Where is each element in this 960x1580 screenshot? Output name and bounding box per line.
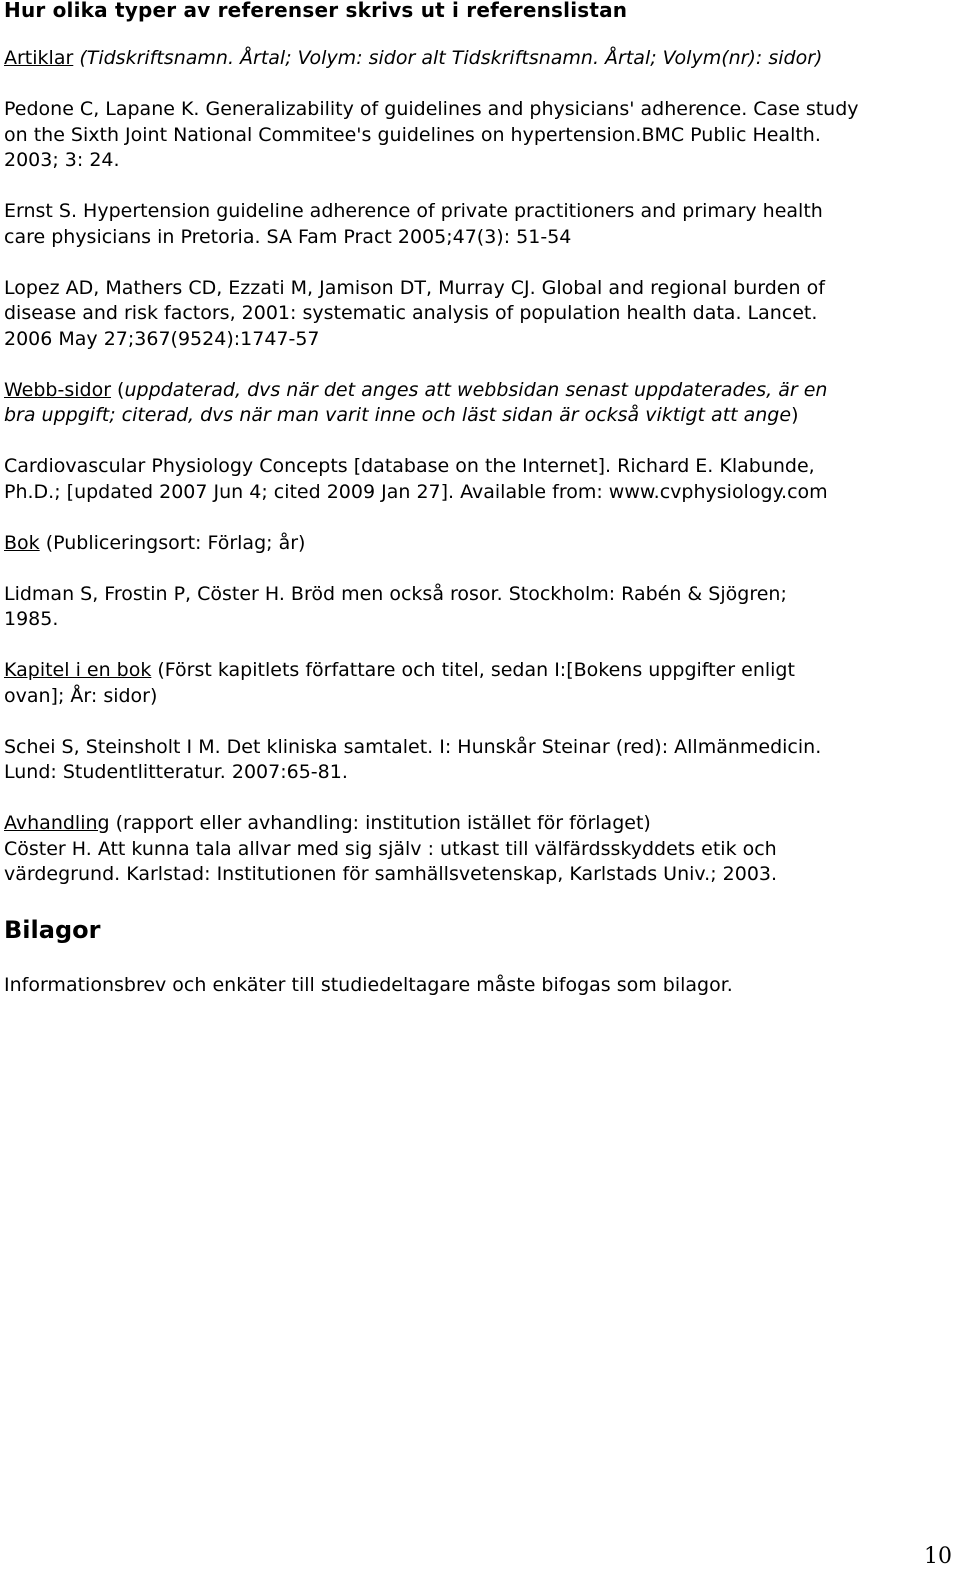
web-format-close: ) bbox=[791, 404, 799, 426]
chapter-format-text: (Först kapitlets författare och titel, sedan I:[Bokens uppgifter enligt bbox=[151, 659, 795, 681]
reference-line: 2006 May 27;367(9524):1747-57 bbox=[4, 327, 320, 350]
reference-line: 2003; 3: 24. bbox=[4, 149, 120, 171]
articles-label: Artiklar bbox=[4, 47, 74, 69]
reference-line: Pedone C, Lapane K. Generalizability of guidelines and physicians' adherence. Case study bbox=[4, 98, 859, 120]
reference-line: care physicians in Pretoria. SA Fam Pract 2005;47(3): 51-54 bbox=[4, 225, 572, 248]
page-title: Hur olika typer av referenser skrivs ut i referenslistan bbox=[4, 0, 628, 22]
thesis-format: (rapport eller avhandling: institution istället för förlaget) bbox=[109, 812, 651, 834]
web-format-line bbox=[4, 403, 954, 429]
reference-line: Schei S, Steinsholt I M. Det kliniska samtalet. I: Hunskår Steinar (red): Allmänmedicin. bbox=[4, 735, 822, 758]
chapter-label: Kapitel i en bok bbox=[4, 659, 152, 681]
book-format-line bbox=[4, 531, 954, 557]
reference-line: Lund: Studentlitteratur. 2007:65-81. bbox=[4, 761, 348, 783]
chapter-format-line: ovan]; År: sidor) bbox=[4, 684, 158, 707]
book-format: (Publiceringsort: Förlag; år) bbox=[39, 531, 306, 554]
book-label: Bok bbox=[4, 531, 40, 554]
web-format-line bbox=[4, 378, 954, 404]
appendix-text: Informationsbrev och enkäter till studiedeltagare måste bifogas som bilagor. bbox=[4, 973, 733, 996]
articles-format-line bbox=[4, 46, 954, 72]
web-format bbox=[4, 378, 954, 429]
reference-line: on the Sixth Joint National Commitee's guidelines on hypertension.BMC Public Health. bbox=[4, 123, 821, 146]
web-format-open: ( bbox=[111, 378, 125, 401]
reference-example bbox=[4, 454, 954, 505]
web-format-text: bra uppgift; citerad, dvs när man varit inne och läst sidan är också viktigt att ange bbox=[4, 404, 792, 426]
reference-line: Ph.D.; [updated 2007 Jun 4; cited 2009 Jan 27]. Available from: www.cvphysiology.com bbox=[4, 480, 828, 503]
reference-example bbox=[4, 837, 954, 888]
reference-line: Lidman S, Frostin P, Cöster H. Bröd men också rosor. Stockholm: Rabén & Sjögren; bbox=[4, 582, 787, 605]
document-page bbox=[4, 0, 954, 998]
reference-line: Cöster H. Att kunna tala allvar med sig själv : utkast till välfärdsskyddets etik och bbox=[4, 837, 777, 860]
reference-line: Ernst S. Hypertension guideline adherence of private practitioners and primary health bbox=[4, 200, 823, 222]
reference-line: Lopez AD, Mathers CD, Ezzati M, Jamison DT, Murray CJ. Global and regional burden of bbox=[4, 276, 825, 299]
chapter-format-line bbox=[4, 658, 954, 684]
reference-example bbox=[4, 276, 954, 353]
thesis-format-line bbox=[4, 811, 954, 837]
reference-example bbox=[4, 97, 954, 174]
reference-example bbox=[4, 199, 954, 250]
thesis-label: Avhandling bbox=[4, 812, 110, 834]
web-format-text: uppdaterad, dvs när det anges att webbsidan senast uppdaterades, är en bbox=[124, 378, 828, 401]
reference-line: Cardiovascular Physiology Concepts [database on the Internet]. Richard E. Klabunde, bbox=[4, 455, 815, 477]
page-number: 10 bbox=[924, 1544, 952, 1569]
reference-example bbox=[4, 735, 954, 786]
reference-line: disease and risk factors, 2001: systematic analysis of population health data. Lancet. bbox=[4, 302, 818, 324]
web-label: Webb-sidor bbox=[4, 378, 112, 401]
reference-example bbox=[4, 582, 954, 633]
chapter-format bbox=[4, 658, 954, 709]
reference-line: 1985. bbox=[4, 608, 59, 630]
appendix-heading: Bilagor bbox=[4, 915, 101, 944]
reference-line: värdegrund. Karlstad: Institutionen för samhällsvetenskap, Karlstads Univ.; 2003. bbox=[4, 863, 778, 885]
articles-format: (Tidskriftsnamn. Årtal; Volym: sidor alt Tidskriftsnamn. Årtal; Volym(nr): sidor) bbox=[79, 47, 823, 69]
